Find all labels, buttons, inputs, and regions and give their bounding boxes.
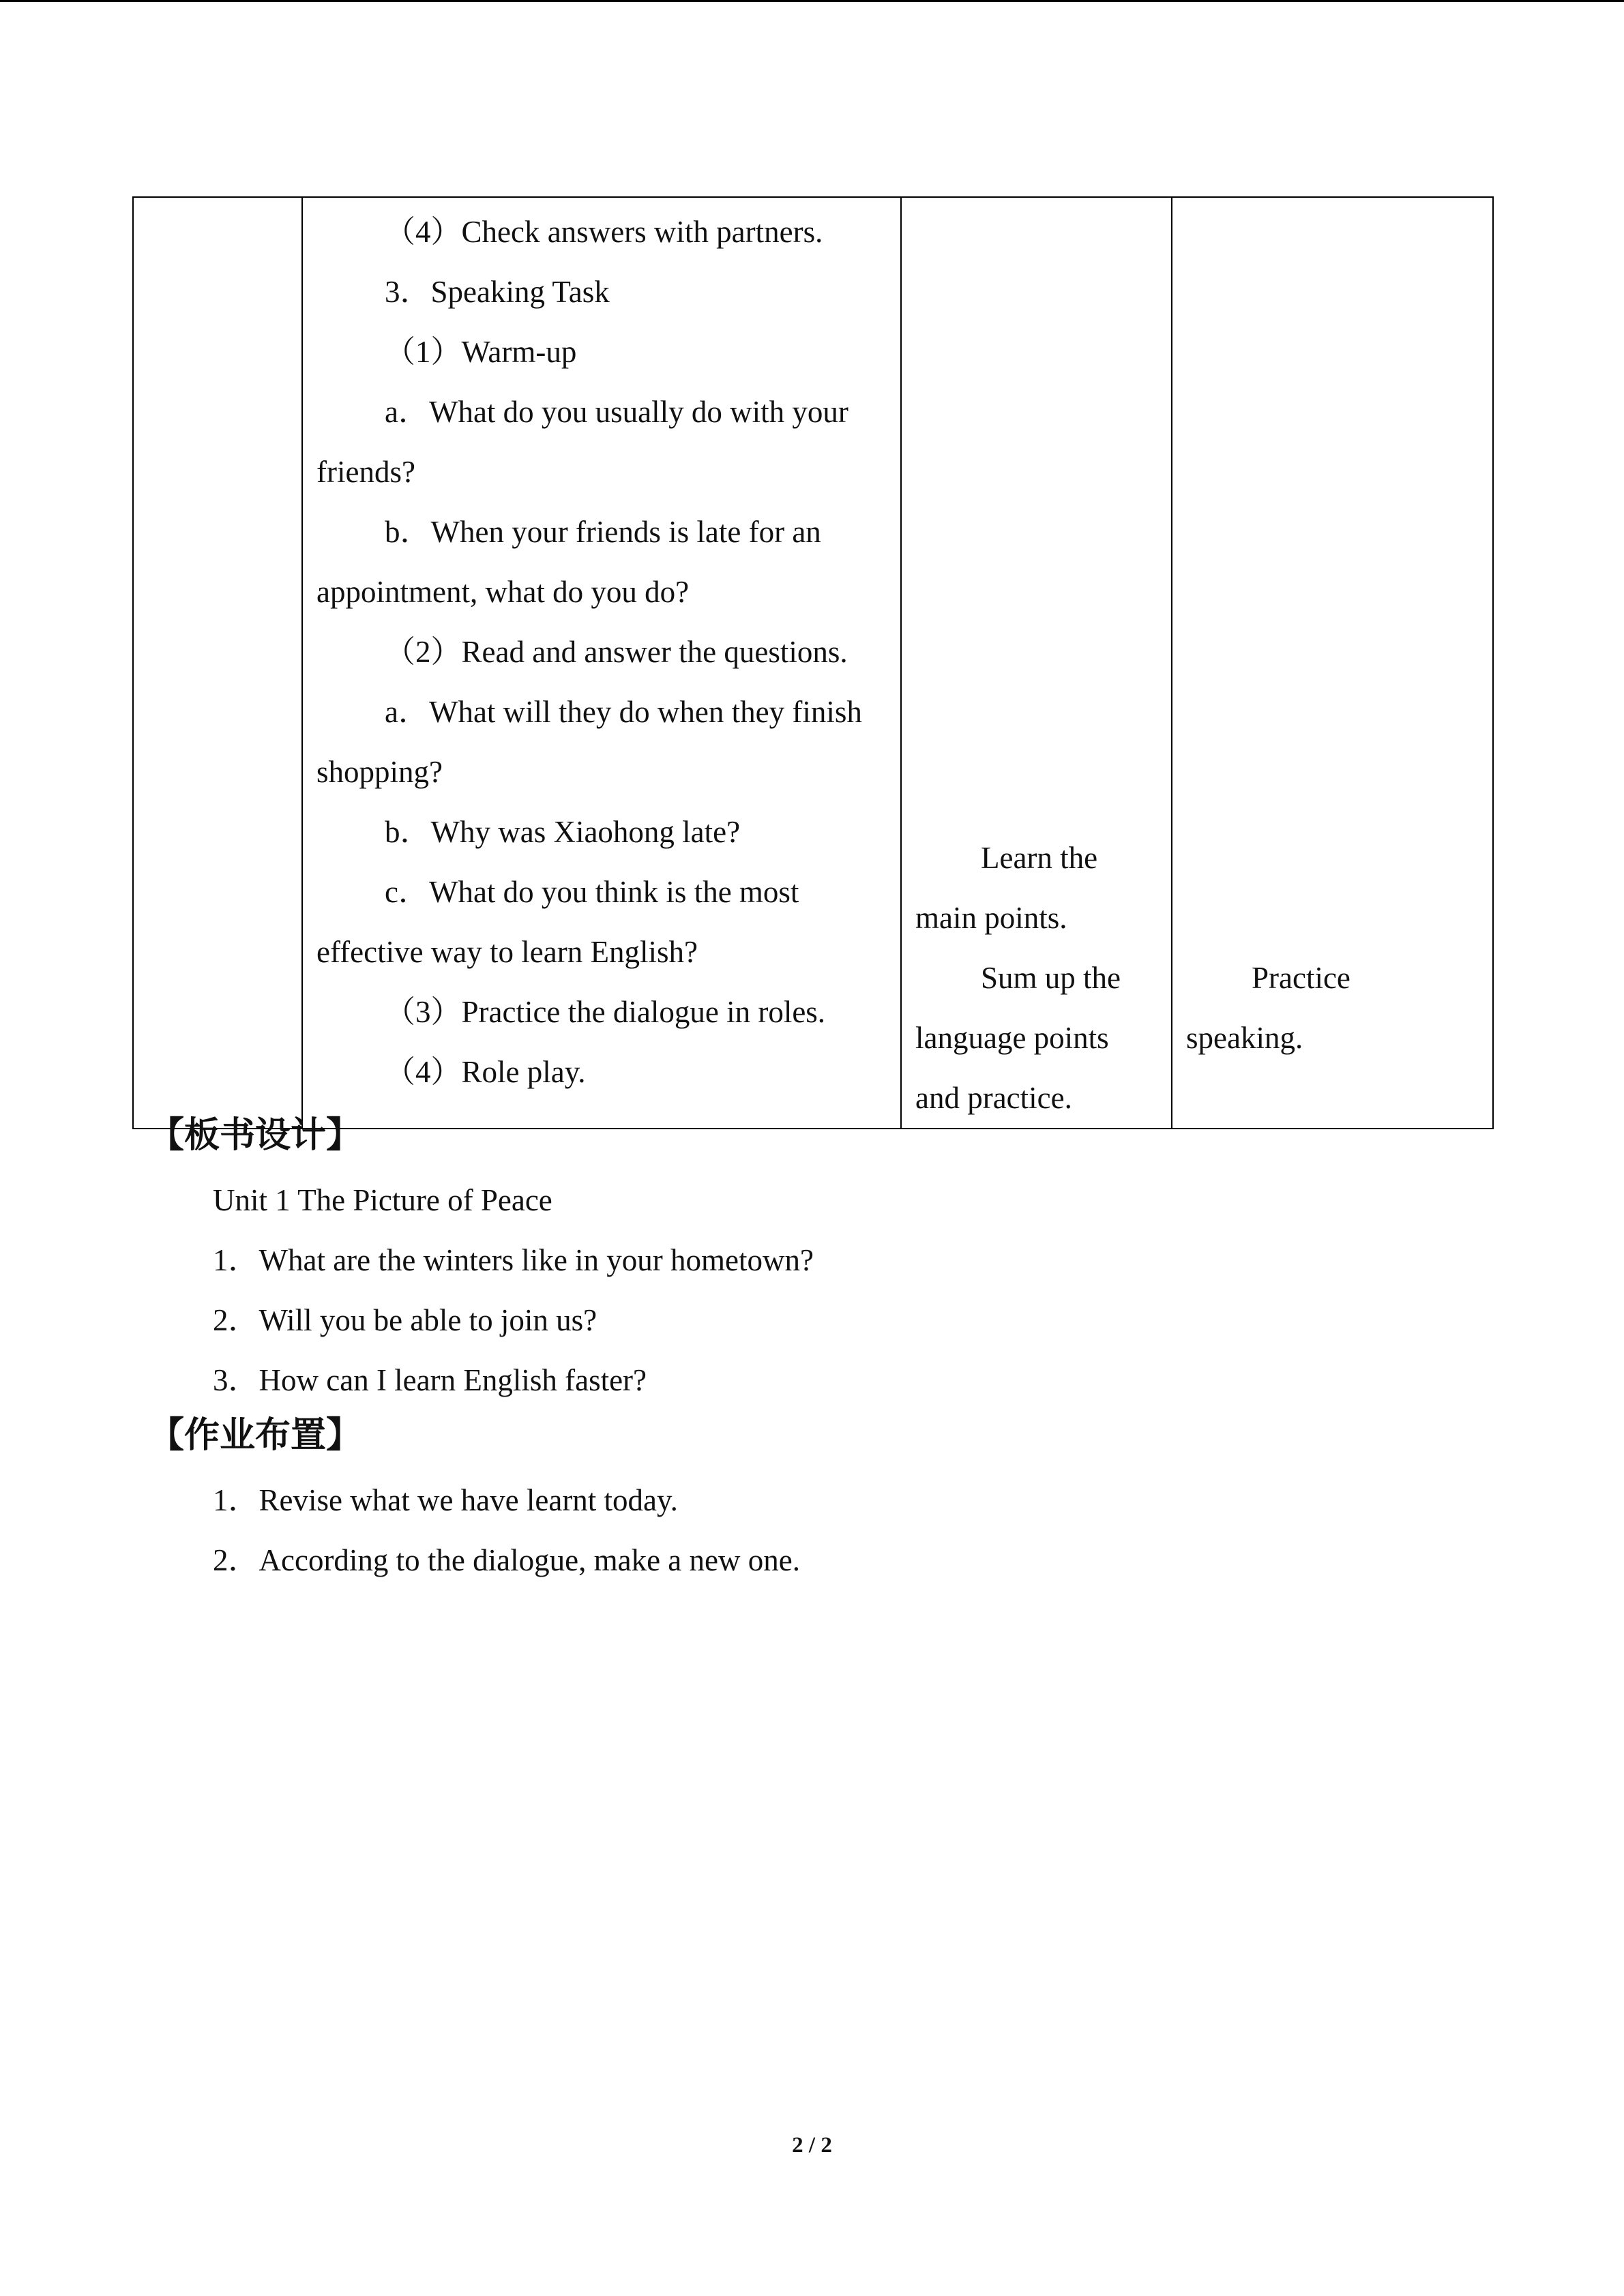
table-cell-purpose: [1172, 197, 1493, 1129]
activity-line: language points: [915, 1021, 1109, 1055]
procedure-line: appointment, what do you do?: [316, 575, 690, 609]
procedure-line: （3）Practice the dialogue in roles.: [385, 995, 826, 1029]
blackboard-title: Unit 1 The Picture of Peace: [213, 1183, 552, 1217]
procedure-line: a．What will they do when they finish: [385, 695, 862, 729]
homework-heading: 【作业布置】: [149, 1415, 362, 1456]
procedure-line: （1）Warm-up: [385, 335, 577, 369]
table-cell-empty: [133, 197, 302, 1129]
homework-item: 2．According to the dialogue, make a new one.: [213, 1543, 800, 1577]
top-border-line: [0, 0, 1624, 2]
procedure-line: （4）Check answers with partners.: [385, 215, 823, 249]
table-cell-procedure: [302, 197, 901, 1129]
blackboard-item: 2．Will you be able to join us?: [213, 1303, 597, 1337]
homework-item: 1．Revise what we have learnt today.: [213, 1483, 678, 1517]
table-cell-student-activity: [901, 197, 1172, 1129]
procedure-line: （4）Role play.: [385, 1055, 586, 1089]
page-number: 2 / 2: [792, 2133, 832, 2158]
table-row: [133, 197, 1493, 1129]
activity-line: Sum up the: [981, 961, 1121, 995]
purpose-line: Practice: [1252, 961, 1350, 995]
procedure-line-text: a．What do you usually do with your: [385, 395, 848, 429]
procedure-line: b．Why was Xiaohong late?: [385, 815, 741, 849]
procedure-line: 3．Speaking Task: [385, 275, 610, 309]
procedure-line: b．When your friends is late for an: [385, 515, 821, 549]
activity-line: main points.: [915, 901, 1067, 935]
activity-line: Learn the: [981, 841, 1098, 875]
procedure-line: （2）Read and answer the questions.: [385, 635, 848, 669]
blackboard-item: 3．How can I learn English faster?: [213, 1363, 647, 1397]
procedure-line: c．What do you think is the most: [385, 875, 799, 909]
activity-line: and practice.: [915, 1081, 1072, 1115]
procedure-line: [316, 382, 887, 442]
procedure-line: shopping?: [316, 755, 443, 789]
procedure-line: friends?: [316, 455, 415, 489]
procedure-line: effective way to learn English?: [316, 935, 698, 969]
blackboard-heading: 【板书设计】: [149, 1115, 362, 1156]
lesson-plan-table: [132, 196, 1494, 1129]
purpose-line: speaking.: [1186, 1021, 1303, 1055]
blackboard-item: 1．What are the winters like in your hometown?: [213, 1243, 814, 1277]
